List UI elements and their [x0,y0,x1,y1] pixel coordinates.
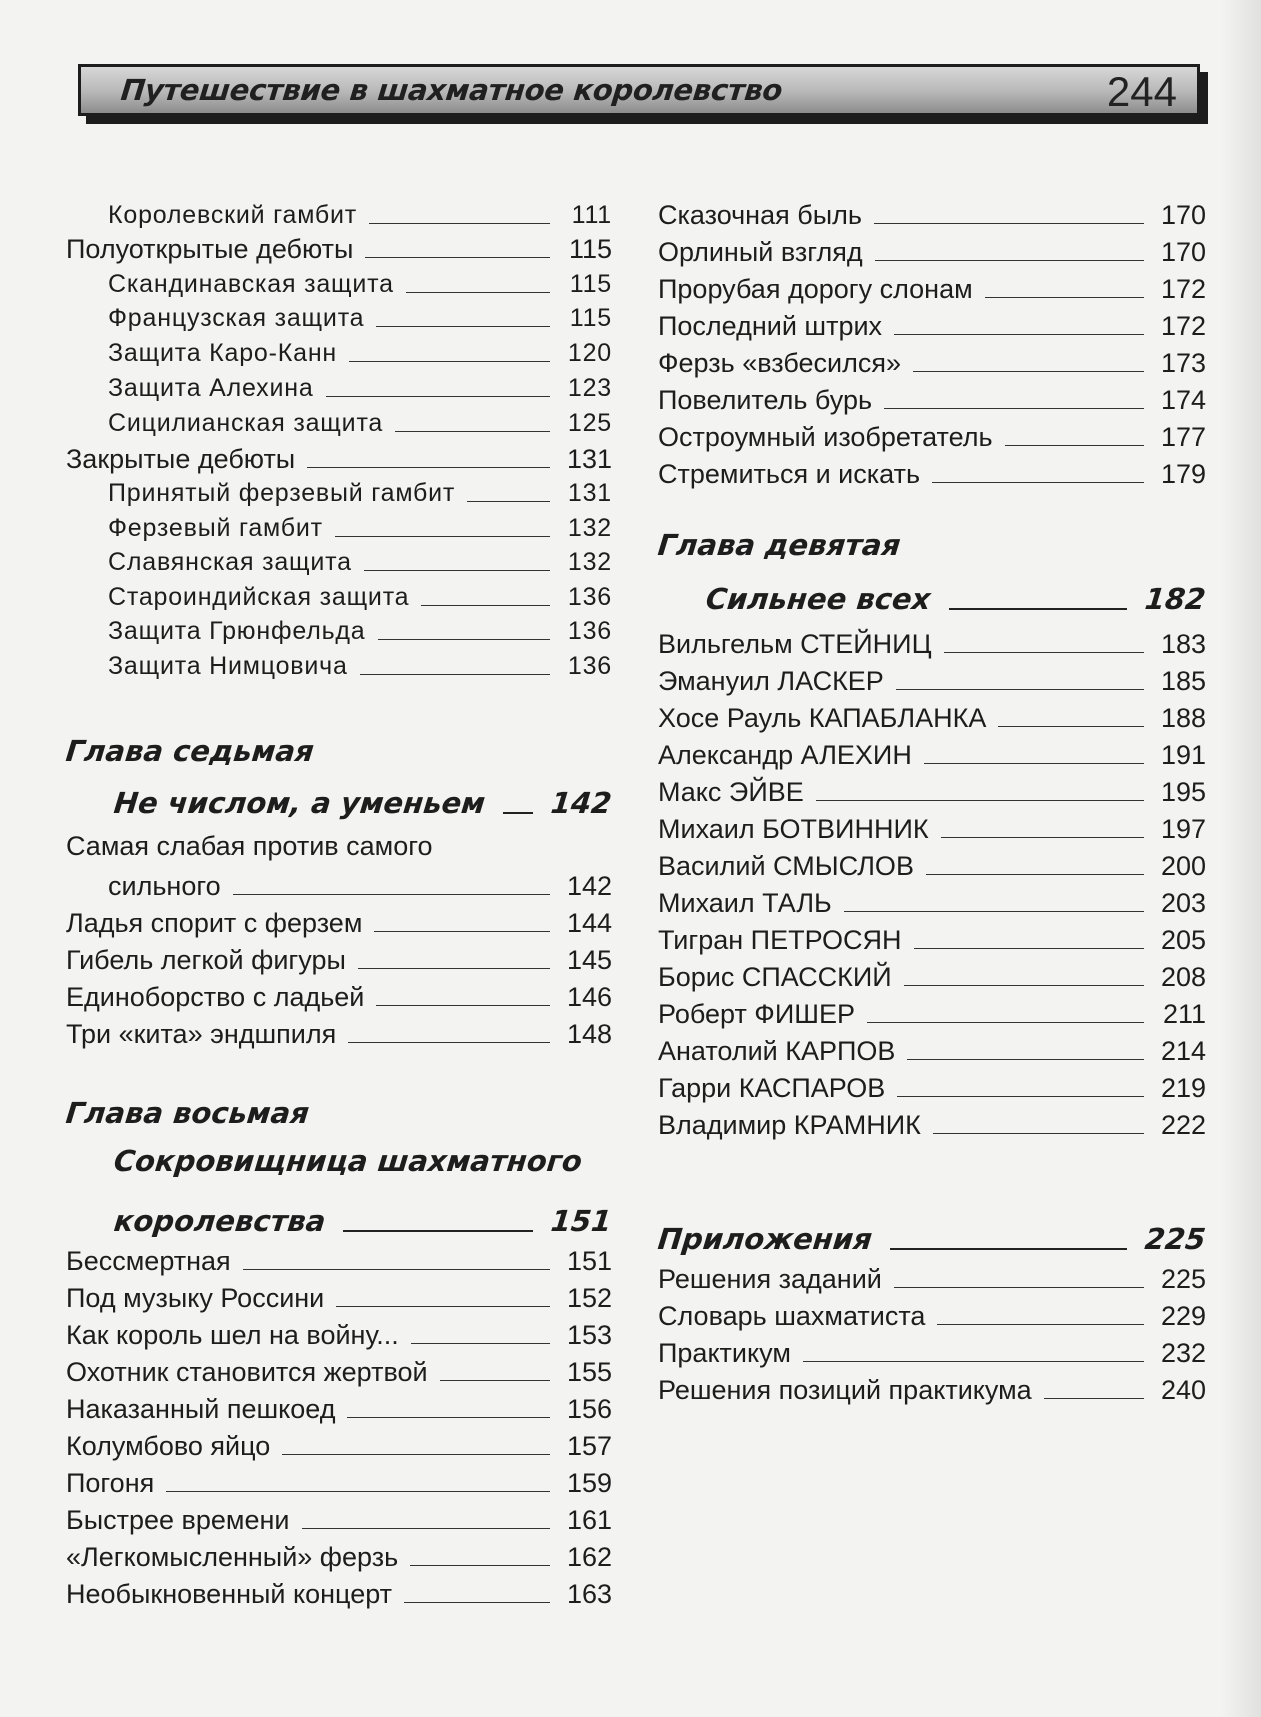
toc-entry[interactable]: Борис СПАССКИЙ 208 [658,962,1206,992]
toc-entry[interactable]: Сицилианская защита 125 [108,409,612,437]
toc-entry[interactable]: Наказанный пешкоед 156 [66,1394,612,1424]
toc-entry[interactable]: Колумбово яйцо 157 [66,1431,612,1461]
toc-entry[interactable]: Остроумный изобретатель 177 [658,422,1206,452]
toc-entry[interactable]: Охотник становится жертвой 155 [66,1357,612,1387]
toc-entry[interactable]: Александр АЛЕХИН 191 [658,740,1206,770]
toc-entry[interactable]: Староиндийская защита 136 [108,583,612,611]
toc-entry[interactable]: Ферзевый гамбит 132 [108,514,612,542]
toc-entry[interactable]: Гарри КАСПАРОВ 219 [658,1073,1206,1103]
toc-entry[interactable]: Скандинавская защита 115 [108,270,612,298]
chapter-label: Глава седьмая [64,734,316,768]
toc-entry[interactable]: Хосе Рауль КАПАБЛАНКА 188 [658,703,1206,733]
page-number: 244 [1106,68,1177,115]
toc-entry[interactable]: Практикум 232 [658,1338,1206,1368]
toc-entry[interactable]: Королевский гамбит 111 [108,201,612,229]
toc-entry[interactable]: Последний штрих 172 [658,311,1206,341]
toc-entry[interactable]: Три «кита» эндшпиля 148 [66,1019,612,1049]
toc-entry[interactable]: Защита Каро-Канн 120 [108,339,612,367]
toc-entry[interactable]: Орлиный взгляд 170 [658,237,1206,267]
toc-entry[interactable]: Решения заданий 225 [658,1264,1206,1294]
toc-entry[interactable]: Макс ЭЙВЕ 195 [658,777,1206,807]
toc-entry[interactable]: Стремиться и искать 179 [658,459,1206,489]
toc-entry[interactable]: Владимир КРАМНИК 222 [658,1110,1206,1140]
chapter-section[interactable]: королевства 151 [112,1204,614,1238]
toc-entry[interactable]: Прорубая дорогу слонам 172 [658,274,1206,304]
toc-entry[interactable]: Словарь шахматиста 229 [658,1301,1206,1331]
toc-entry-wrap[interactable]: Самая слабая против самого [66,831,433,861]
toc-entry[interactable]: Повелитель бурь 174 [658,385,1206,415]
toc-entry[interactable]: Полуоткрытые дебюты 115 [66,234,612,264]
toc-entry[interactable]: Гибель легкой фигуры 145 [66,945,612,975]
toc-entry[interactable]: Анатолий КАРПОВ 214 [658,1036,1206,1066]
toc-entry[interactable]: Роберт ФИШЕР 211 [658,999,1206,1029]
toc-entry[interactable]: Под музыку Россини 152 [66,1283,612,1313]
toc-entry[interactable]: Эмануил ЛАСКЕР 185 [658,666,1206,696]
book-title: Путешествие в шахматное королевство [119,73,784,107]
toc-entry[interactable]: Погоня 159 [66,1468,612,1498]
chapter-label: Глава восьмая [64,1096,311,1130]
running-header [78,64,1200,116]
toc-entry[interactable]: Быстрее времени 161 [66,1505,612,1535]
toc-entry[interactable]: Защита Грюнфельда 136 [108,617,612,645]
toc-entry[interactable]: Сказочная быль 170 [658,200,1206,230]
toc-entry[interactable]: Бессмертная 151 [66,1246,612,1276]
chapter-section-title[interactable]: Сокровищница шахматного [112,1144,584,1178]
page-edge-shadow [1221,0,1261,1717]
toc-entry[interactable]: Принятый ферзевый гамбит 131 [108,479,612,507]
toc-entry[interactable]: Василий СМЫСЛОВ 200 [658,851,1206,881]
chapter-label: Глава девятая [656,528,903,562]
toc-entry[interactable]: Французская защита 115 [108,304,612,332]
toc-entry[interactable]: Решения позиций практикума 240 [658,1375,1206,1405]
toc-entry[interactable]: Защита Нимцовича 136 [108,652,612,680]
toc-entry[interactable]: сильного 142 [108,871,612,901]
toc-entry[interactable]: Необыкновенный концерт 163 [66,1579,612,1609]
toc-entry[interactable]: Славянская защита 132 [108,548,612,576]
chapter-section[interactable]: Сильнее всех 182 [704,582,1208,616]
appendix-section[interactable]: Приложения 225 [656,1222,1208,1256]
toc-entry[interactable]: Ладья спорит с ферзем 144 [66,908,612,938]
toc-entry[interactable]: Вильгельм СТЕЙНИЦ 183 [658,629,1206,659]
toc-entry[interactable]: Как король шел на войну... 153 [66,1320,612,1350]
toc-entry[interactable]: Закрытые дебюты 131 [66,444,612,474]
toc-entry[interactable]: Единоборство с ладьей 146 [66,982,612,1012]
toc-entry[interactable]: Тигран ПЕТРОСЯН 205 [658,925,1206,955]
toc-entry[interactable]: Михаил БОТВИННИК 197 [658,814,1206,844]
chapter-section[interactable]: Не числом, а уменьем 142 [112,786,614,820]
toc-entry[interactable]: Защита Алехина 123 [108,374,612,402]
toc-entry[interactable]: «Легкомысленный» ферзь 162 [66,1542,612,1572]
toc-entry[interactable]: Ферзь «взбесился» 173 [658,348,1206,378]
toc-entry[interactable]: Михаил ТАЛЬ 203 [658,888,1206,918]
